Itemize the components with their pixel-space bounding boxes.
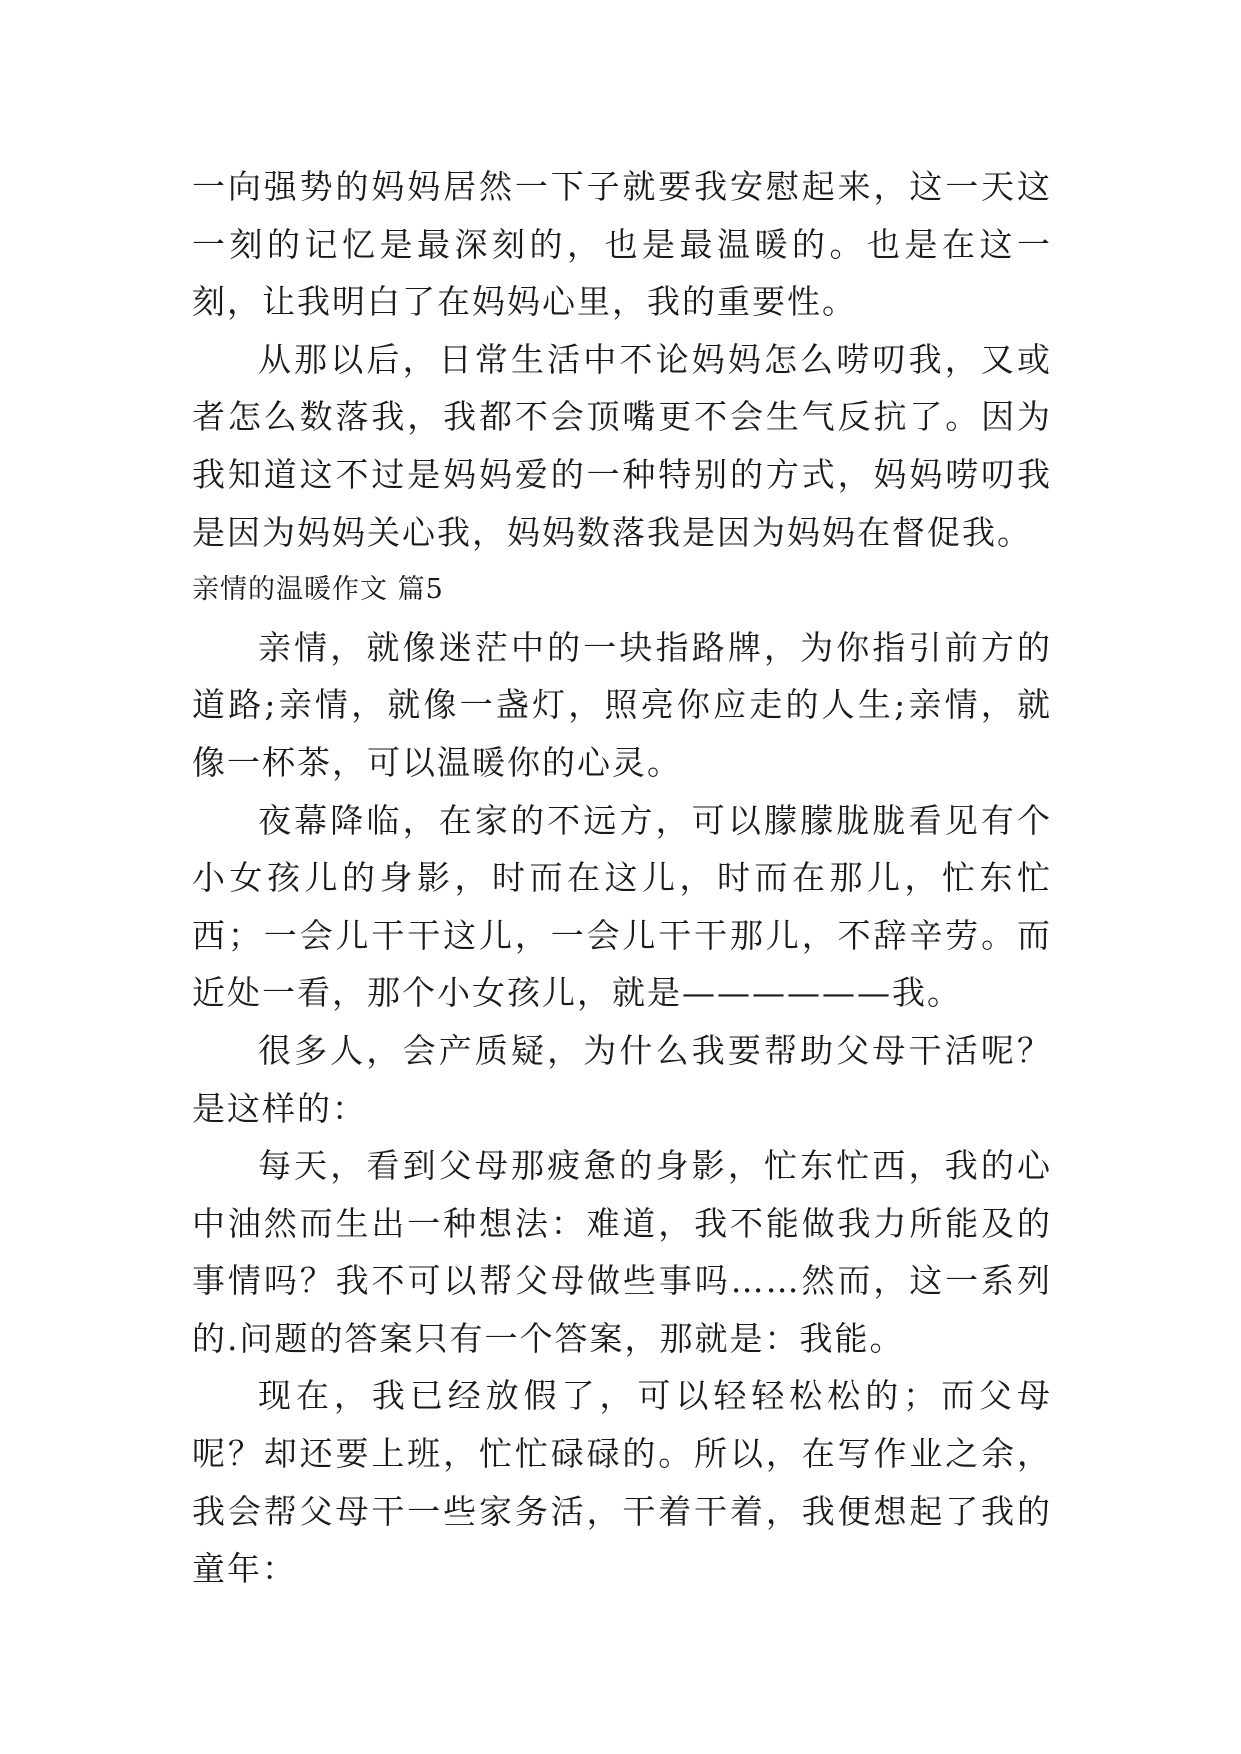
paragraph: 夜幕降临，在家的不远方，可以朦朦胧胧看见有个小女孩儿的身影，时而在这儿，时而在那儿，忙东忙西；一会儿干干这儿，一会儿干干那儿，不辞辛劳。而近处一看，那个小女孩儿，就是——————我。 <box>192 800 1052 1013</box>
document-page <box>192 158 1052 1598</box>
paragraph: 每天，看到父母那疲惫的身影，忙东忙西，我的心中油然而生出一种想法：难道，我不能做我力所能及的事情吗？我不可以帮父母做些事吗……然而，这一系列的.问题的答案只有一个答案，那就是：我能。 <box>192 1146 1052 1358</box>
section-heading: 亲情的温暖作文 篇5 <box>192 574 444 606</box>
paragraph: 现在，我已经放假了，可以轻轻松松的；而父母呢？却还要上班，忙忙碌碌的。所以，在写作业之余，我会帮父母干一些家务活，干着干着，我便想起了我的童年： <box>192 1376 1052 1589</box>
paragraph: 从那以后，日常生活中不论妈妈怎么唠叨我，又或者怎么数落我，我都不会顶嘴更不会生气反抗了。因为我知道这不过是妈妈爱的一种特别的方式，妈妈唠叨我是因为妈妈关心我，妈妈数落我是因为妈妈在督促我。 <box>192 339 1052 552</box>
paragraph: 亲情，就像迷茫中的一块指路牌，为你指引前方的道路;亲情，就像一盏灯，照亮你应走的人生;亲情，就像一杯茶，可以温暖你的心灵。 <box>192 627 1052 782</box>
paragraph: 很多人，会产质疑，为什么我要帮助父母干活呢？是这样的： <box>192 1030 1052 1128</box>
paragraph-continuation: 一向强势的妈妈居然一下子就要我安慰起来，这一天这一刻的记忆是最深刻的，也是最温暖的。也是在这一刻，让我明白了在妈妈心里，我的重要性。 <box>192 167 1052 322</box>
